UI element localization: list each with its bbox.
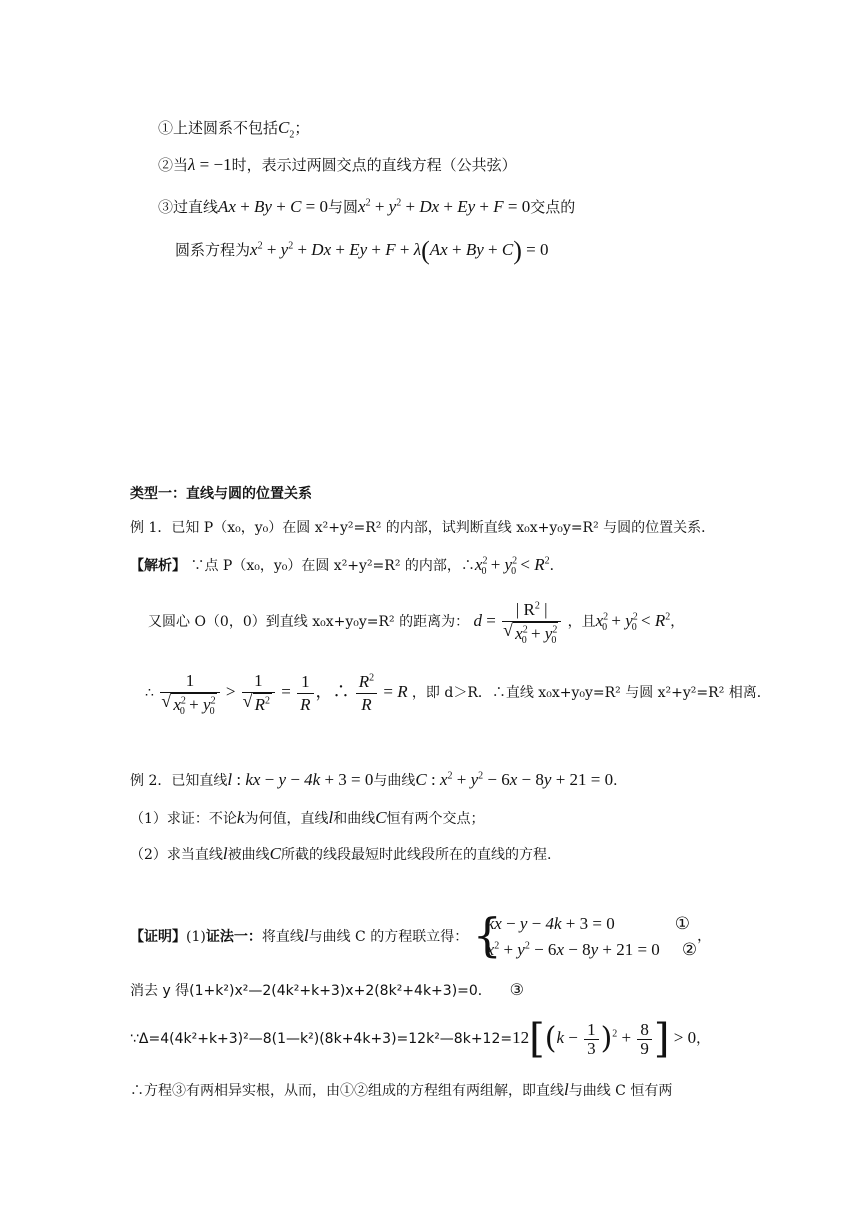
formula-line-l: l : kx − y − 4k + 3 = 0 bbox=[227, 770, 374, 789]
q2-end: 所截的线段最短时此线段所在的直线的方程. bbox=[281, 847, 552, 863]
formula-delta: 12[(k − $\frac{1}{3}$ )$^2$ + $\frac{8}{9}$ ] > 0 bbox=[512, 1016, 697, 1063]
final-line: ∴方程③有两相异实根，从而，由①②组成的方程组有两组解，即直线l与曲线 C 恒有两 bbox=[130, 1080, 673, 1099]
example-2-prefix: 例 2．已知直线 bbox=[130, 773, 228, 789]
q1-mid2: 和曲线 bbox=[333, 811, 376, 827]
example-1-conclusion bbox=[145, 665, 771, 719]
formula-lambda: λ = −1 bbox=[188, 155, 232, 174]
distance-mid: ，且 bbox=[567, 614, 596, 630]
note-3 bbox=[158, 197, 575, 217]
note-3-text: ③过直线 bbox=[158, 198, 219, 216]
note-1-text: ①上述圆系不包括 bbox=[158, 119, 279, 137]
proof-part: (1) bbox=[186, 929, 206, 945]
formula-distance: d = | $R^2$ | √ $x^2_0 + y^2_0$ bbox=[474, 611, 568, 630]
q2-mid: 被曲线 bbox=[227, 847, 270, 863]
proof-line: 【证明】(1)证法一：将直线l与曲线 C 的方程联立得： { kx − y − 4k + 3 = 0 ① $x^2 + y^2 - 6x - 8y + 21 = 0$ ② ， bbox=[130, 908, 711, 964]
formula-inequality: $x^2_0 + y^2_0 < R^2$ bbox=[474, 555, 550, 578]
formula-circle-family: $x^2 + y^2 + Dx + Ey + F + \lambda(Ax + By + C) = 0$ bbox=[250, 236, 549, 266]
note-3-suffix: 交点的 bbox=[530, 198, 576, 216]
delta-line: ∵Δ=4(4k²+k+3)²—8(1—k²)(8k+4k+3)=12k²—8k+12=12[(k − $\frac{1}{3}$ )$^2$ + $\frac{8}{9}$ ] > 0， bbox=[130, 1016, 711, 1063]
circled-3: ③ bbox=[509, 980, 524, 999]
note-1-suffix: ； bbox=[294, 119, 310, 137]
example-2-statement bbox=[130, 770, 627, 791]
distance-text: 又圆心 O（0，0）到直线 x₀x+y₀y=R² 的距离为： bbox=[148, 614, 470, 630]
circled-1: ① bbox=[674, 913, 690, 933]
section-title: 类型一：直线与圆的位置关系 bbox=[130, 486, 312, 502]
formula-curve-c: C : $x^2 + y^2 - 6x - 8y + 21 = 0$ bbox=[415, 770, 614, 789]
note-1 bbox=[158, 118, 310, 141]
formula-inequality-2: $x^2_0 + y^2_0 < R^2$ bbox=[595, 611, 671, 634]
proof-label: 【证明】 bbox=[130, 929, 186, 945]
delta-text: ∵Δ=4(4k²+k+3)²—8(1—k²)(8k+4k+3)=12k²—8k+12= bbox=[130, 1031, 513, 1047]
therefore-symbol: ∴ bbox=[145, 685, 154, 701]
note-3-mid: 与圆 bbox=[328, 198, 359, 216]
formula-circle: $x^2 + y^2 + Dx + Ey + F = 0$ bbox=[358, 197, 531, 216]
question-1: （1）求证：不论k为何值，直线l和曲线C恒有两个交点； bbox=[130, 808, 485, 827]
example-1-distance bbox=[148, 596, 684, 646]
final-suffix: 与曲线 C 恒有两 bbox=[568, 1083, 673, 1099]
note-4-text: 圆系方程为 bbox=[175, 241, 251, 259]
analysis-label: 【解析】 bbox=[130, 558, 186, 574]
conclusion-text: ，即 d＞R．∴直线 x₀x+y₀y=R² 与圆 x²+y²=R² 相离． bbox=[411, 685, 771, 701]
q2-prefix: （2）求当直线 bbox=[130, 847, 223, 863]
eliminate-text: 消去 y 得(1+k²)x²—2(4k²+k+3)x+2(8k²+4k+3)=0． bbox=[130, 983, 492, 999]
note-4 bbox=[175, 236, 549, 266]
example-2-mid: 与曲线 bbox=[373, 773, 416, 789]
eliminate-line bbox=[130, 980, 524, 1001]
note-2 bbox=[158, 155, 517, 175]
circled-2: ② bbox=[681, 939, 698, 959]
note-2-suffix: 时，表示过两圆交点的直线方程（公共弦） bbox=[231, 156, 517, 174]
example-2-end: ． bbox=[613, 773, 628, 789]
example-1-analysis: 【解析】 ∵点 P（x₀，y₀）在圆 x²+y²=R² 的内部，$\therefore x^2_0 + y^2_0 < R^2$． bbox=[130, 555, 564, 578]
q1-mid1: 为何值，直线 bbox=[244, 811, 329, 827]
proof-text-2: 与曲线 C 的方程联立得： bbox=[308, 929, 469, 945]
q1-prefix: （1）求证：不论 bbox=[130, 811, 237, 827]
formula-c2: $C_2$ bbox=[278, 118, 295, 141]
q1-end: 恒有两个交点； bbox=[386, 811, 485, 827]
analysis-text: ∵点 P（x₀，y₀）在圆 x²+y²=R² 的内部，∴ bbox=[190, 558, 475, 574]
note-2-text: ②当 bbox=[158, 156, 189, 174]
equation-system: { kx − y − 4k + 3 = 0 ① $x^2 + y^2 - 6x - 8y + 21 = 0$ ② bbox=[473, 911, 697, 963]
formula-comparison: 1 √ $x^2_0 + y^2_0$ > 1 √ $R^2$ = $\frac{1}{R}$ ，∴ $\frac{R^2}{R}$ = R bbox=[158, 682, 412, 701]
example-1-statement: 例 1．已知 P（x₀，y₀）在圆 x²+y²=R² 的内部，试判断直线 x₀x+y₀y=R² 与圆的位置关系． bbox=[130, 520, 716, 536]
distance-end: ， bbox=[670, 614, 685, 630]
final-prefix: ∴方程③有两相异实根，从而，由①②组成的方程组有两组解，即直线 bbox=[130, 1083, 564, 1099]
formula-line: Ax + By + C = 0 bbox=[218, 197, 329, 216]
proof-text: 将直线 bbox=[261, 929, 304, 945]
question-2: （2）求当直线l被曲线C所截的线段最短时此线段所在的直线的方程. bbox=[130, 844, 552, 863]
proof-method: 证法一： bbox=[205, 929, 262, 945]
